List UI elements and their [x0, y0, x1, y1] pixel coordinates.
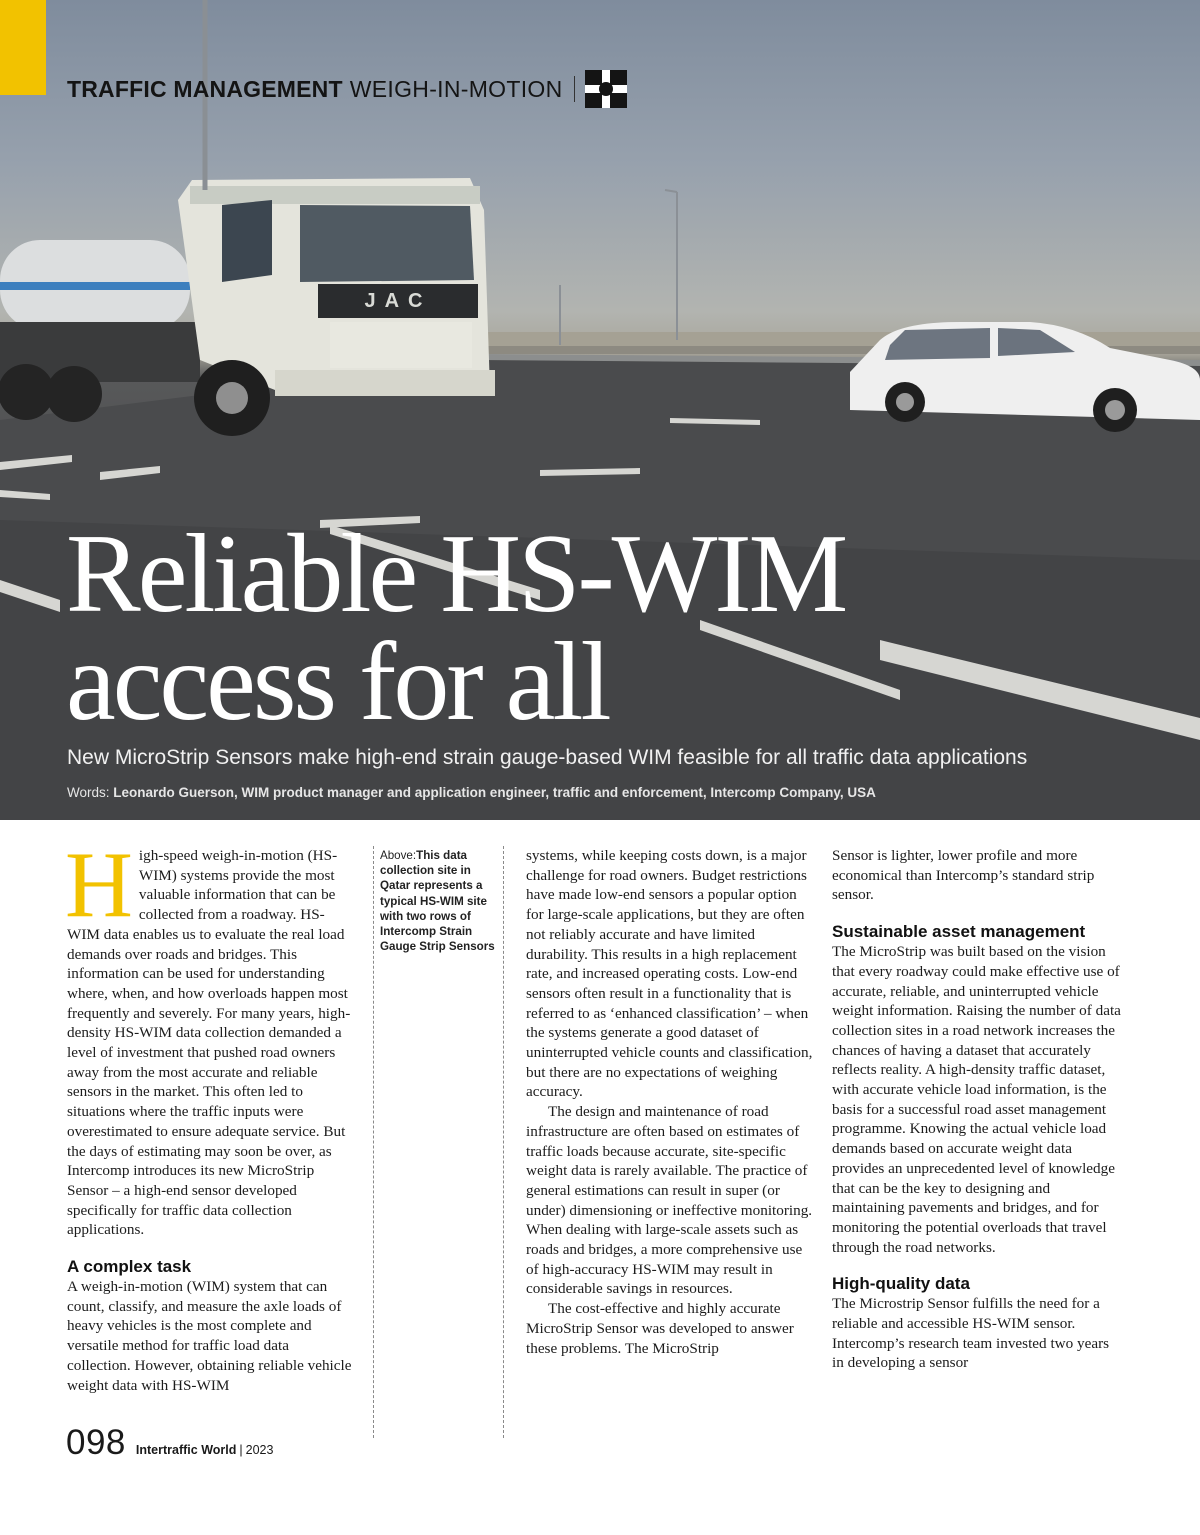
page-number: 098 [66, 1423, 126, 1462]
section-header [67, 72, 627, 106]
subhead-high-quality-data: High-quality data [832, 1274, 970, 1294]
caption-label: Above: [380, 849, 417, 862]
subhead-complex-task: A complex task [67, 1257, 192, 1277]
caption-text: This data collection site in Qatar represents a typical HS-WIM site with two rows of Intercomp Strain Gauge Strip Sensors [380, 849, 495, 954]
intro-text: igh-speed weigh-in-motion (HS-WIM) systems provide the most valuable information that can be collected from a roadway. HS-WIM data enables us to evaluate the real load demands over roads and bridges. This information can be used for understanding where, when, and how overloads happen most frequently and severely. For many years, high-density HS-WIM data collection demanded a level of investment that pushed road owners away from the most accurate and reliable sensors in the market. This often led to situations where the traffic inputs were overestimated to ensure adequate service. But the days of estimating may soon be over, as Intercomp introduces its new MicroStrip Sensor – a high-end sensor developed specifically for traffic data collection applications. [67, 847, 351, 1239]
paragraph-microstrip-lighter: Sensor is lighter, lower profile and more economical than Intercomp’s standard strip sensor. [832, 847, 1095, 904]
byline-author: Leonardo Guerson, WIM product manager and application engineer, traffic and enforcement, Intercomp Company, USA [113, 785, 876, 800]
body-column-4 [832, 846, 1122, 1373]
street-lights [560, 190, 677, 345]
headline-line-2: access for all [66, 620, 609, 744]
magazine-name: Intertraffic World [135, 1443, 237, 1457]
drop-cap: H [65, 833, 133, 937]
headline-line-1: Reliable HS-WIM [66, 512, 846, 636]
footer-separator: | [239, 1443, 243, 1457]
byline-label: Words: [67, 785, 110, 800]
article-byline [67, 785, 1177, 800]
article-standfirst: New MicroStrip Sensors make high-end strain gauge-based WIM feasible for all traffic data applications [67, 746, 1028, 769]
section-title: TRAFFIC MANAGEMENT [67, 75, 343, 102]
column-divider-1 [373, 846, 374, 1438]
truck-badge: JAC [364, 290, 432, 312]
column-divider-2 [503, 846, 504, 1438]
section-divider [574, 76, 575, 102]
photo-caption [380, 848, 498, 954]
article-headline [66, 512, 966, 744]
body-column-3 [526, 846, 816, 1358]
section-color-tab [0, 0, 46, 95]
paragraph-challenge: systems, while keeping costs down, is a major challenge for road owners. Budget restrictions have made low-end sensors a popular option for large-scale applications, but they are often not reliably accurate and have limited durability. This results in a high replacement rate, and increased operating costs. Low-end sensors often result in a functionality that is referred to as ‘enhanced classification’ – when the systems generate a good dataset of uninterrupted vehicle counts and classification, but there are no expectations of weighing accuracy. [526, 847, 813, 1101]
paragraph-cost-effective: The cost-effective and highly accurate MicroStrip Sensor was developed to answer these problems. The MicroStrip [526, 1300, 794, 1357]
paragraph-sustainable-asset: The MicroStrip was built based on the vision that every roadway could make effective use of accurate, reliable, and uninterrupted vehicle weight information. Raising the number of data collection sites in a road network increases the chances of having a dataset that accurately reflects reality. A high-density traffic dataset, with accurate vehicle load information, is the basis for a successful road asset management programme. Knowing the actual vehicle load demands based on accurate weight data provides an unprecedented level of knowledge that can be the key to designing and maintaining pavements and bridges, and for monitoring the potential overloads that travel through the road networks. [832, 943, 1121, 1256]
paragraph-design: The design and maintenance of road infrastructure are often based on estimates of traffic loads because accurate, site-specific weight data is rarely available. The practice of general estimations can result in super (or under) dimensioning or ineffective monitoring. When dealing with large-scale assets such as roads and bridges, a more comprehensive use of high-accuracy HS-WIM may result in considerable savings in resources. [526, 1103, 813, 1298]
paragraph-complex-task: A weigh-in-motion (WIM) system that can count, classify, and measure the axle loads of heavy vehicles is the most complete and versatile method for traffic load data collection. However, obtaining reliable vehicle weight data with HS-WIM [67, 1278, 352, 1394]
intro-paragraph [65, 833, 354, 1240]
tanker-truck-image [0, 0, 495, 436]
paragraph-high-quality-data: The Microstrip Sensor fulfills the need for a reliable and accessible HS-WIM sensor. Intercomp’s research team invested two years in developing a sensor [832, 1295, 1110, 1372]
subhead-sustainable-asset: Sustainable asset management [832, 922, 1086, 942]
body-column-1 [65, 833, 354, 1395]
intersection-logo-icon [585, 70, 627, 108]
page-footer [66, 1423, 273, 1463]
issue-year: 2023 [245, 1443, 274, 1457]
section-subtitle: WEIGH-IN-MOTION [349, 75, 563, 102]
